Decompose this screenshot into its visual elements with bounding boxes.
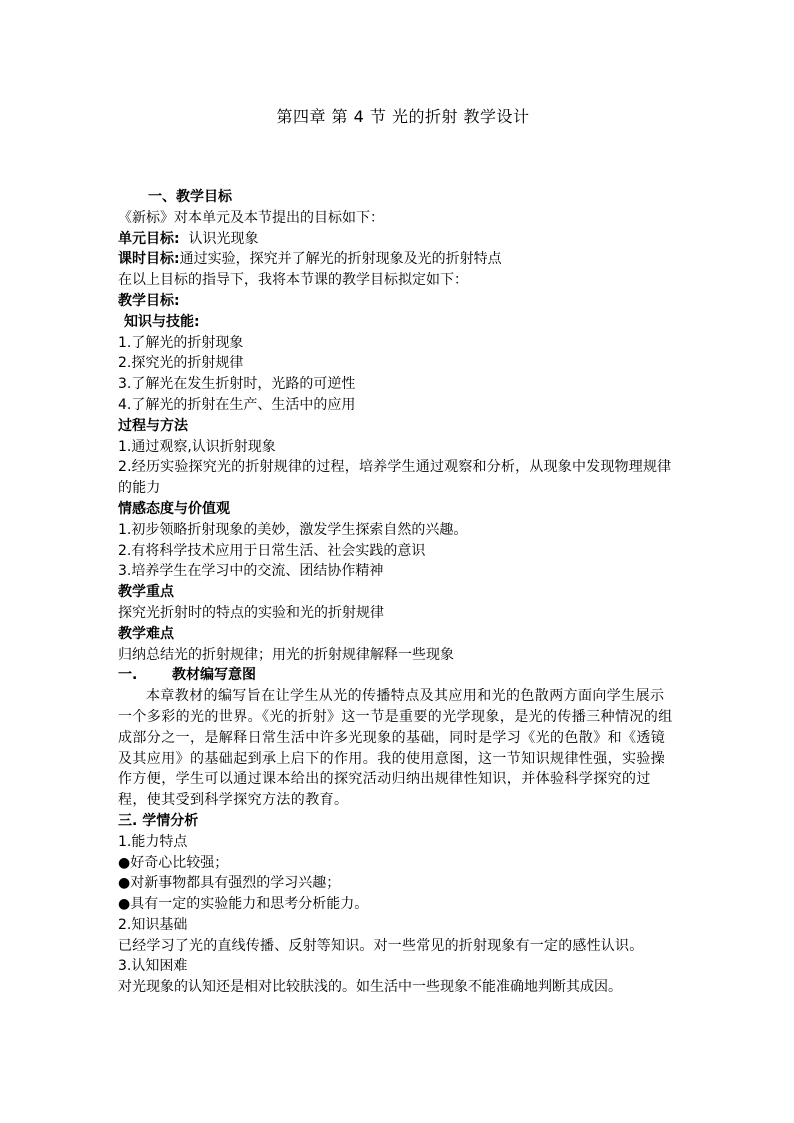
teaching-goals-heading: 教学目标: <box>118 292 180 309</box>
process-heading: 过程与方法 <box>118 417 188 434</box>
section-heading-analysis: 三. 学情分析 <box>118 812 199 829</box>
cognition-text: 对光现象的认知还是相对比较肤浅的。如生活中一些现象不能准确地判断其成因。 <box>118 979 622 996</box>
unit-goal-text: 认识光现象 <box>179 230 259 247</box>
knowledge-base-text: 已经学习了光的直线传播、反射等知识。对一些常见的折射现象有一定的感性认识。 <box>118 937 644 954</box>
lesson-goal-text: 通过实验，探究并了解光的折射现象及光的折射特点 <box>179 251 502 268</box>
key-point-text: 探究光折射时的特点的实验和光的折射规律 <box>118 604 384 621</box>
unit-goal-label: 单元目标: <box>118 230 180 247</box>
unit-goal-line <box>118 229 678 250</box>
intro-line: 《新标》对本单元及本节提出的目标如下： <box>118 209 384 226</box>
knowledge-item: 1.了解光的折射现象 <box>118 334 244 351</box>
knowledge-base-heading: 2.知识基础 <box>118 916 188 933</box>
section-number: 一. <box>118 667 138 684</box>
emotion-item: 1.初步领略折射现象的美妙，激发学生探索自然的兴趣。 <box>118 521 468 538</box>
knowledge-heading: 知识与技能: <box>124 313 200 330</box>
lesson-goal-label: 课时目标: <box>118 251 180 268</box>
difficulty-text: 归纳总结光的折射规律；用光的折射规律解释一些现象 <box>118 646 454 663</box>
textbook-paragraph: 本章教材的编写旨在让学生从光的传播特点及其应用和光的色散两方面向学生展示一个多彩的光的世界。《光的折射》这一节是重要的光学现象，是光的传播三种情况的组成部分之一，是解释日常生活中许多光现象的基础，同时是学习《光的色散》和《透镜及其应用》的基础起到承上启下的作用。我的使用意图，这一节知识规律性强，实验操作方便，学生可以通过课本给出的探究活动归纳出规律性知识，并体验科学探究的过程，使其受到科学探究方法的教育。 <box>118 688 673 809</box>
ability-heading: 1.能力特点 <box>118 833 188 850</box>
section-heading-objectives: 一、教学目标 <box>148 189 232 205</box>
knowledge-item: 4.了解光的折射在生产、生活中的应用 <box>118 396 356 413</box>
section-heading-textbook <box>118 665 678 686</box>
emotion-item: 2.有将科学技术应用于日常生活、社会实践的意识 <box>118 542 426 559</box>
bullet-item: ●具有一定的实验能力和思考分析能力。 <box>118 896 369 913</box>
document-title: 第四章 第 4 节 光的折射 教学设计 <box>276 107 530 126</box>
difficulty-heading: 教学难点 <box>118 625 174 642</box>
knowledge-item: 2.探究光的折射规律 <box>118 355 244 372</box>
knowledge-item: 3.了解光在发生折射时，光路的可逆性 <box>118 376 356 393</box>
emotion-heading: 情感态度与价值观 <box>118 500 230 517</box>
process-item: 1.通过观察,认识折射现象 <box>118 438 276 455</box>
emotion-item: 3.培养学生在学习中的交流、团结协作精神 <box>118 563 384 580</box>
cognition-heading: 3.认知困难 <box>118 958 188 975</box>
lesson-goal-line <box>118 249 678 270</box>
section-title: 教材编写意图 <box>172 667 256 684</box>
document-page <box>118 104 678 998</box>
bullet-item: ●对新事物都具有强烈的学习兴趣； <box>118 875 341 892</box>
process-item: 2.经历实验探究光的折射规律的过程，培养学生通过观察和分析，从现象中发现物理规律的能力 <box>118 459 672 497</box>
guide-line: 在以上目标的指导下，我将本节课的教学目标拟定如下： <box>118 272 468 289</box>
key-point-heading: 教学重点 <box>118 584 174 601</box>
bullet-item: ●好奇心比较强； <box>118 854 229 871</box>
